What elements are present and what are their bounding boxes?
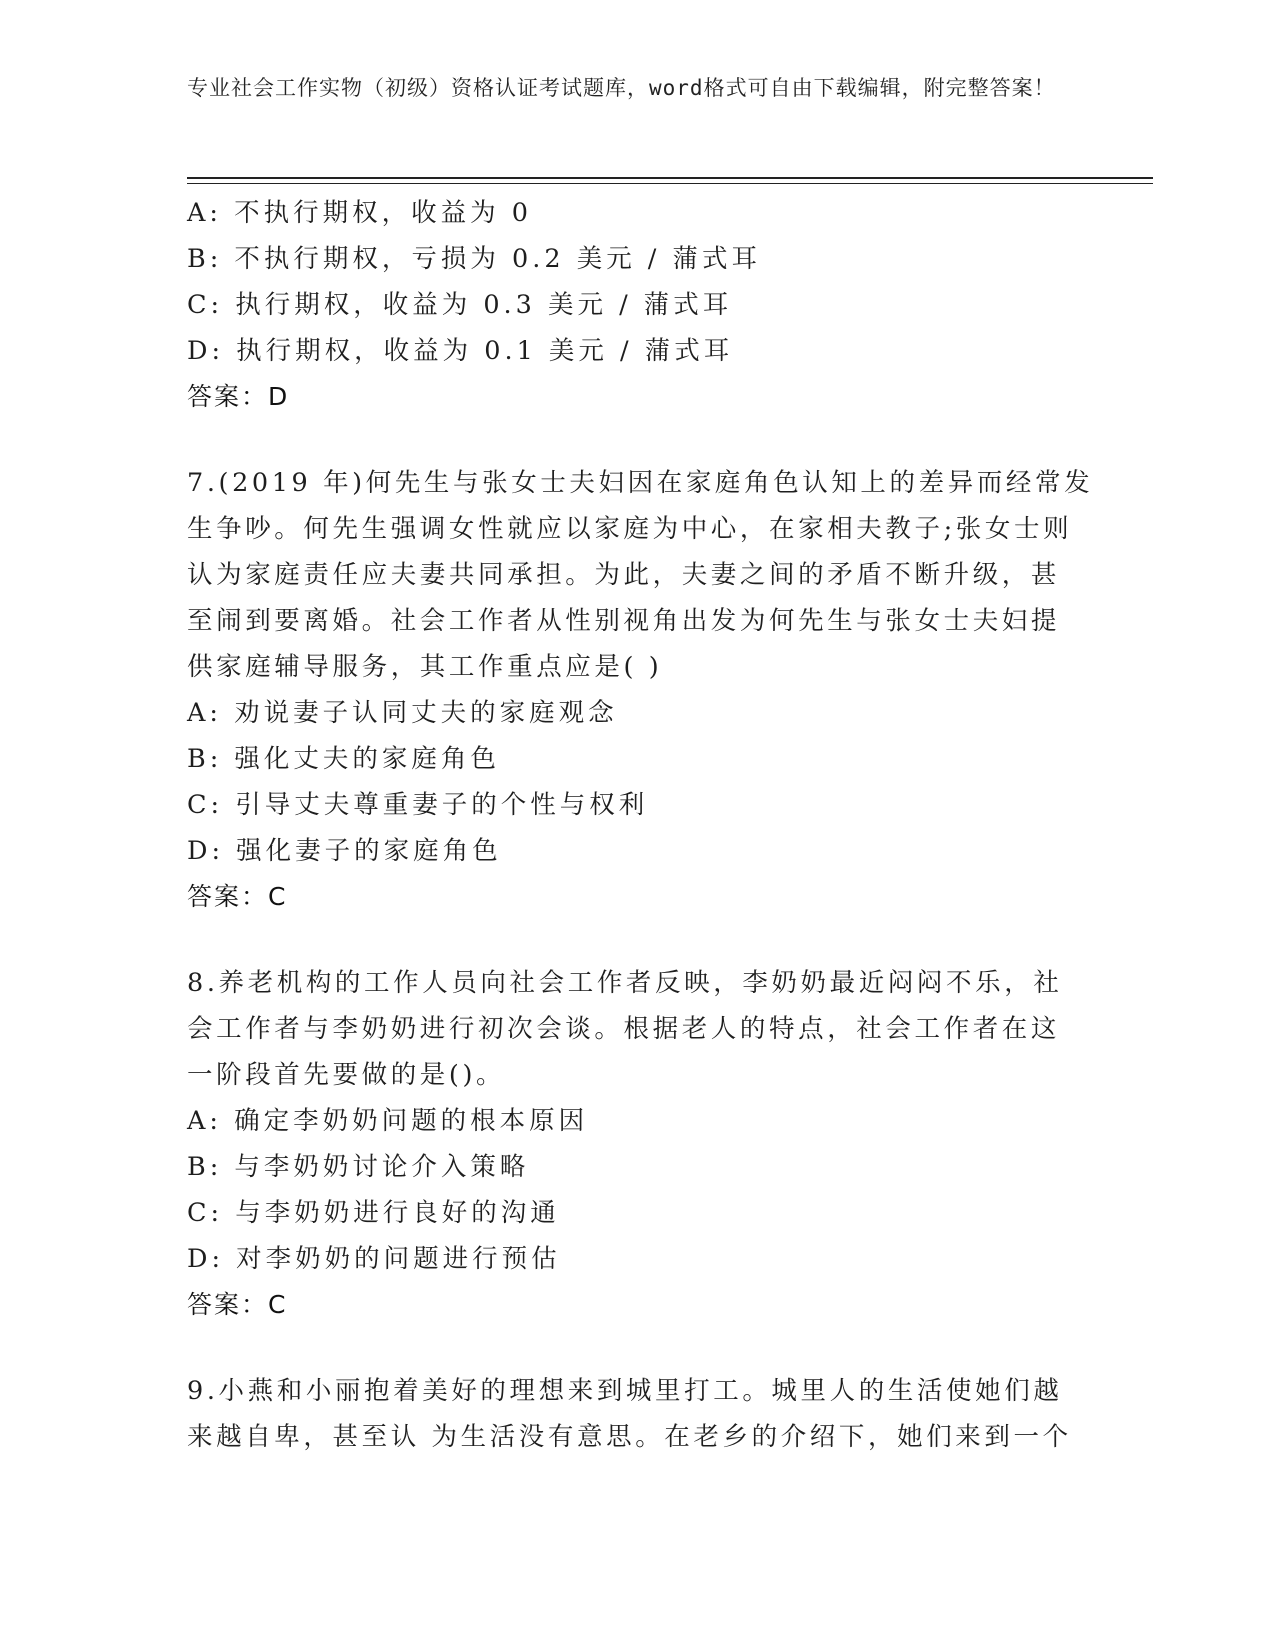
q8-stem-line-2: 会工作者与李奶奶进行初次会谈。根据老人的特点，社会工作者在这	[187, 1014, 1061, 1044]
question-7	[187, 460, 1094, 920]
q8-option-a: A: 确定李奶奶问题的根本原因	[187, 1106, 589, 1136]
q8-stem-line-1: 8.养老机构的工作人员向社会工作者反映，李奶奶最近闷闷不乐，社	[187, 968, 1063, 998]
header-rule-thin	[187, 183, 1153, 184]
q6-option-d: D: 执行期权，收益为 0.1 美元 / 蒲式耳	[187, 336, 734, 366]
spacer	[187, 920, 1087, 960]
q7-stem-line-3: 认为家庭责任应夫妻共同承担。为此，夫妻之间的矛盾不断升级，甚	[187, 560, 1061, 590]
q8-stem-line-3: 一阶段首先要做的是()。	[187, 1060, 506, 1090]
question-content	[187, 190, 1094, 1460]
page-header: 专业社会工作实物（初级）资格认证考试题库，word格式可自由下载编辑，附完整答案！	[187, 76, 1056, 100]
q6-option-b: B: 不执行期权，亏损为 0.2 美元 / 蒲式耳	[187, 244, 762, 274]
q7-option-a: A: 劝说妻子认同丈夫的家庭观念	[187, 698, 618, 728]
q7-option-c: C: 引导丈夫尊重妻子的个性与权利	[187, 790, 649, 820]
q8-option-d: D: 对李奶奶的问题进行预估	[187, 1244, 561, 1274]
q8-option-c: C: 与李奶奶进行良好的沟通	[187, 1198, 560, 1228]
question-6	[187, 190, 1087, 420]
q9-stem-line-2: 来越自卑，甚至认 为生活没有意思。在老乡的介绍下，她们来到一个	[187, 1422, 1072, 1452]
q6-answer: 答案：D	[187, 382, 290, 411]
spacer	[187, 420, 1087, 460]
q7-option-b: B: 强化丈夫的家庭角色	[187, 744, 500, 774]
q7-stem-line-2: 生争吵。何先生强调女性就应以家庭为中心，在家相夫教子;张女士则	[187, 514, 1073, 544]
q7-answer: 答案：C	[187, 882, 288, 911]
q7-option-d: D: 强化妻子的家庭角色	[187, 836, 502, 866]
q8-option-b: B: 与李奶奶讨论介入策略	[187, 1152, 530, 1182]
q9-stem-line-1: 9.小燕和小丽抱着美好的理想来到城里打工。城里人的生活使她们越	[187, 1376, 1063, 1406]
q6-option-a: A: 不执行期权，收益为 0	[187, 198, 532, 228]
q7-stem-line-4: 至闹到要离婚。社会工作者从性别视角出发为何先生与张女士夫妇提	[187, 606, 1061, 636]
q8-answer: 答案：C	[187, 1290, 288, 1319]
q6-option-c: C: 执行期权，收益为 0.3 美元 / 蒲式耳	[187, 290, 733, 320]
q7-stem-line-5: 供家庭辅导服务，其工作重点应是( )	[187, 652, 663, 682]
question-8	[187, 960, 1087, 1328]
spacer	[187, 1328, 1087, 1368]
header-rule-thick	[187, 177, 1153, 179]
question-9	[187, 1368, 1087, 1460]
q7-stem-line-1: 7.(2019 年)何先生与张女士夫妇因在家庭角色认知上的差异而经常发	[187, 468, 1094, 498]
